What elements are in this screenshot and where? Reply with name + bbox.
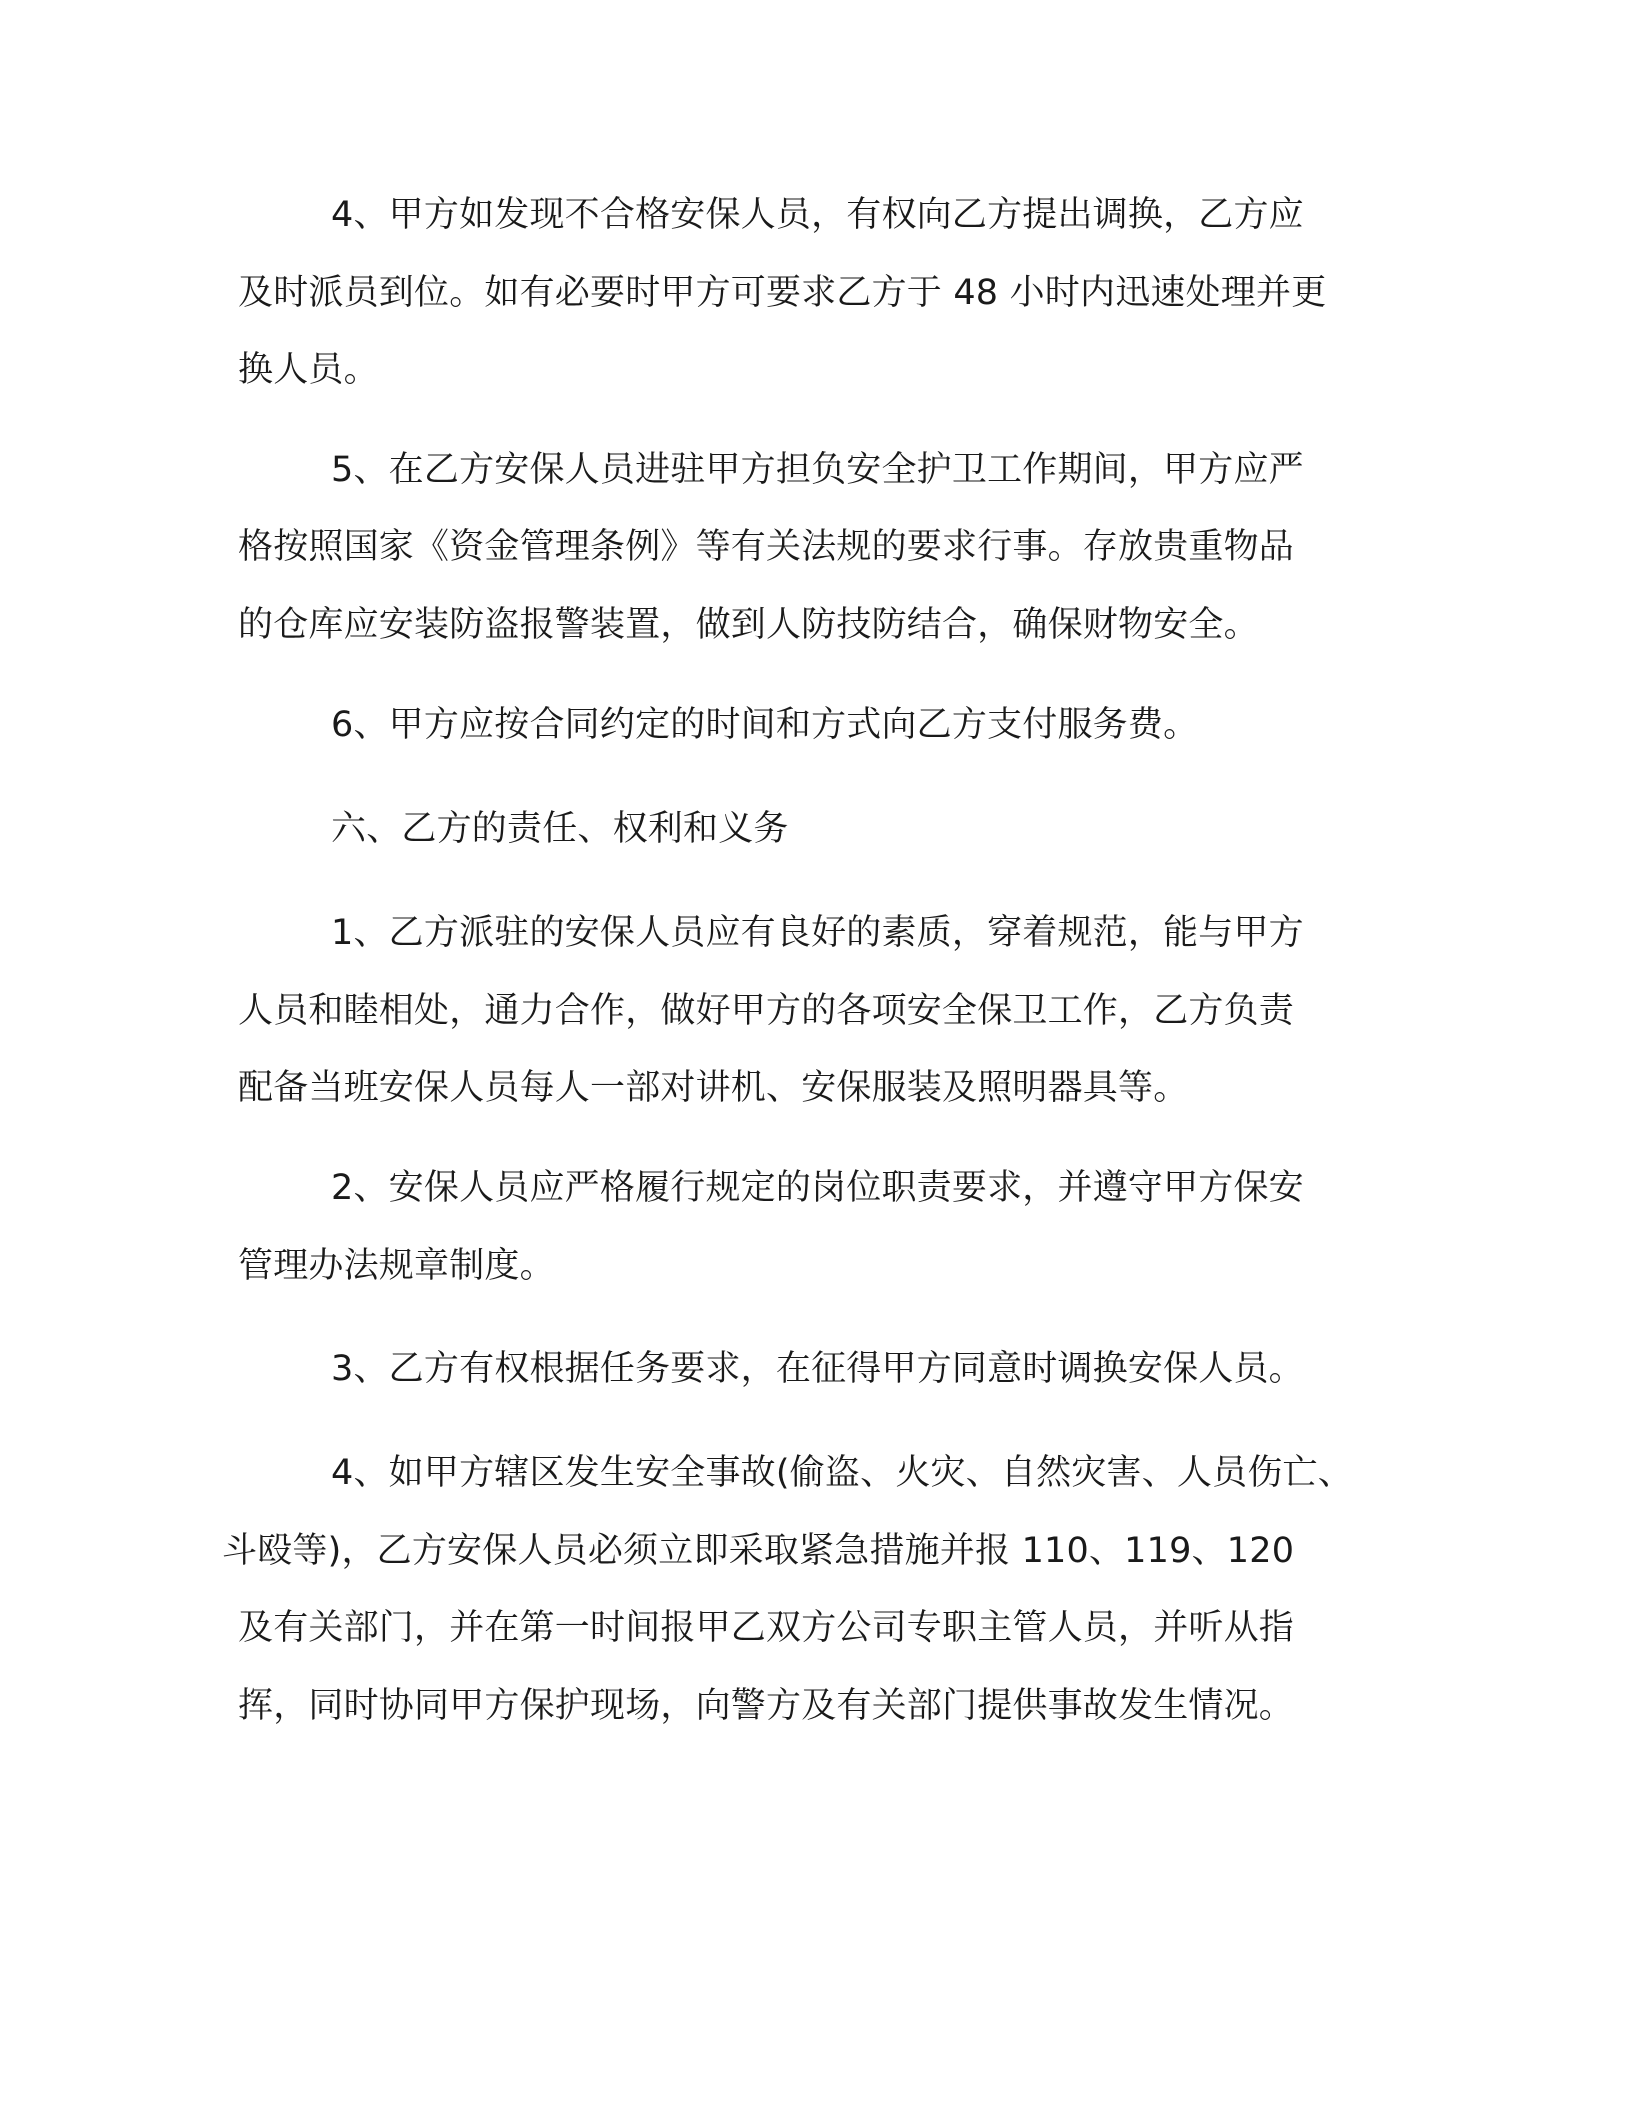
paragraph-4-line-3: 换人员。 bbox=[238, 350, 379, 390]
item-1-line-3: 配备当班安保人员每人一部对讲机、安保服装及照明器具等。 bbox=[238, 1068, 1189, 1108]
paragraph-4-line-2: 及时派员到位。如有必要时甲方可要求乙方于 48 小时内迅速处理并更 bbox=[238, 273, 1327, 313]
item-1-line-1: 1、乙方派驻的安保人员应有良好的素质，穿着规范，能与甲方 bbox=[331, 913, 1304, 953]
paragraph-4-line-1: 4、甲方如发现不合格安保人员，有权向乙方提出调换，乙方应 bbox=[331, 195, 1304, 235]
item-4-line-4: 挥，同时协同甲方保护现场，向警方及有关部门提供事故发生情况。 bbox=[238, 1686, 1295, 1726]
item-4-line-1: 4、如甲方辖区发生安全事故(偷盗、火灾、自然灾害、人员伤亡、 bbox=[331, 1453, 1353, 1493]
paragraph-5-line-2: 格按照国家《资金管理条例》等有关法规的要求行事。存放贵重物品 bbox=[238, 527, 1295, 567]
paragraph-6-line-1: 6、甲方应按合同约定的时间和方式向乙方支付服务费。 bbox=[331, 705, 1199, 745]
paragraph-5-line-3: 的仓库应安装防盗报警装置，做到人防技防结合，确保财物安全。 bbox=[238, 605, 1259, 645]
item-1-line-2: 人员和睦相处，通力合作，做好甲方的各项安全保卫工作，乙方负责 bbox=[238, 991, 1295, 1031]
paragraph-5-line-1: 5、在乙方安保人员进驻甲方担负安全护卫工作期间，甲方应严 bbox=[331, 450, 1304, 490]
item-3-line-1: 3、乙方有权根据任务要求，在征得甲方同意时调换安保人员。 bbox=[331, 1349, 1304, 1389]
item-4-line-3: 及有关部门，并在第一时间报甲乙双方公司专职主管人员，并听从指 bbox=[238, 1608, 1295, 1648]
item-2-line-1: 2、安保人员应严格履行规定的岗位职责要求，并遵守甲方保安 bbox=[331, 1168, 1304, 1208]
item-4-line-2: 斗殴等)，乙方安保人员必须立即采取紧急措施并报 110、119、120 bbox=[222, 1531, 1295, 1571]
item-2-line-2: 管理办法规章制度。 bbox=[238, 1246, 555, 1286]
section-heading: 六、乙方的责任、权利和义务 bbox=[331, 809, 789, 849]
